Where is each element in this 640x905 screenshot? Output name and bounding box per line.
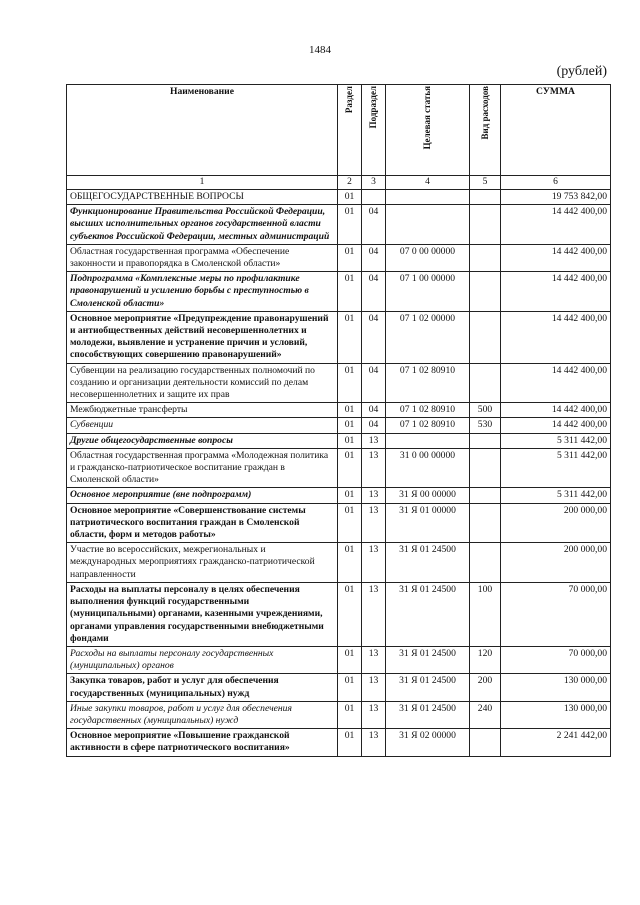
row-name: Расходы на выплаты персоналу государственных (муниципальных) органов [67, 646, 338, 673]
table-row [67, 646, 611, 673]
row-expense [470, 488, 501, 503]
row-target: 07 1 00 00000 [386, 272, 470, 312]
row-expense [470, 448, 501, 488]
row-name: Основное мероприятие «Повышение гражданской активности в сфере патриотического воспитания» [67, 729, 338, 756]
table-row [67, 403, 611, 418]
row-expense [470, 311, 501, 363]
row-expense: 120 [470, 646, 501, 673]
row-subsection: 13 [362, 433, 386, 448]
budget-table [66, 84, 611, 757]
row-section: 01 [338, 701, 362, 728]
table-row [67, 433, 611, 448]
row-section: 01 [338, 729, 362, 756]
row-sum: 70 000,00 [501, 646, 611, 673]
table-row [67, 543, 611, 583]
row-target: 07 0 00 00000 [386, 244, 470, 271]
row-sum: 70 000,00 [501, 582, 611, 646]
row-name: Функционирование Правительства Российской Федерации, высших исполнительных органов государственной власти субъектов Российской Федерации, местных администраций [67, 205, 338, 245]
table-row [67, 582, 611, 646]
row-sum: 130 000,00 [501, 701, 611, 728]
row-name: Расходы на выплаты персоналу в целях обеспечения выполнения функций государственными (муниципальными) органами, казенными учреждениями, органами управления государственными внебюджетными фондами [67, 582, 338, 646]
table-row [67, 674, 611, 701]
header-subsection-label: Подраздел [368, 86, 379, 129]
row-sum: 14 442 400,00 [501, 363, 611, 403]
row-sum: 5 311 442,00 [501, 488, 611, 503]
table-row [67, 448, 611, 488]
row-name: Межбюджетные трансферты [67, 403, 338, 418]
row-target: 31 Я 01 24500 [386, 582, 470, 646]
column-number: 5 [470, 176, 501, 190]
row-target: 31 Я 02 00000 [386, 729, 470, 756]
row-expense [470, 543, 501, 583]
row-subsection: 04 [362, 311, 386, 363]
row-section: 01 [338, 543, 362, 583]
table-row [67, 729, 611, 756]
row-name: Иные закупки товаров, работ и услуг для обеспечения государственных (муниципальных) нужд [67, 701, 338, 728]
header-name: Наименование [67, 85, 338, 176]
row-sum: 19 753 842,00 [501, 190, 611, 205]
row-expense [470, 272, 501, 312]
table-row [67, 363, 611, 403]
table-row [67, 190, 611, 205]
row-sum: 5 311 442,00 [501, 433, 611, 448]
row-expense [470, 363, 501, 403]
row-sum: 14 442 400,00 [501, 244, 611, 271]
row-expense [470, 433, 501, 448]
row-target [386, 433, 470, 448]
row-name: Участие во всероссийских, межрегиональных и международных мероприятиях гражданско-патриотической направленности [67, 543, 338, 583]
row-name: Закупка товаров, работ и услуг для обеспечения государственных (муниципальных) нужд [67, 674, 338, 701]
row-sum: 14 442 400,00 [501, 205, 611, 245]
row-name: Другие общегосударственные вопросы [67, 433, 338, 448]
header-expense [470, 85, 501, 176]
row-sum: 2 241 442,00 [501, 729, 611, 756]
header-target-label: Целевая статья [422, 86, 433, 150]
row-section: 01 [338, 488, 362, 503]
row-subsection: 04 [362, 418, 386, 433]
row-subsection: 04 [362, 403, 386, 418]
row-name: Субвенции [67, 418, 338, 433]
row-expense: 530 [470, 418, 501, 433]
row-subsection: 13 [362, 701, 386, 728]
row-subsection [362, 190, 386, 205]
row-expense [470, 244, 501, 271]
row-expense: 100 [470, 582, 501, 646]
table-row [67, 244, 611, 271]
row-expense [470, 729, 501, 756]
row-subsection: 13 [362, 582, 386, 646]
row-expense [470, 190, 501, 205]
row-section: 01 [338, 433, 362, 448]
units-label: (рублей) [556, 64, 607, 79]
row-expense [470, 205, 501, 245]
row-subsection: 13 [362, 448, 386, 488]
row-section: 01 [338, 403, 362, 418]
row-expense: 240 [470, 701, 501, 728]
row-name: Основное мероприятие (вне подпрограмм) [67, 488, 338, 503]
row-subsection: 13 [362, 503, 386, 543]
row-section: 01 [338, 418, 362, 433]
table-row [67, 311, 611, 363]
column-number: 3 [362, 176, 386, 190]
row-target: 07 1 02 80910 [386, 403, 470, 418]
row-sum: 130 000,00 [501, 674, 611, 701]
row-target: 07 1 02 00000 [386, 311, 470, 363]
row-target [386, 205, 470, 245]
column-number: 4 [386, 176, 470, 190]
row-target [386, 190, 470, 205]
row-name: Областная государственная программа «Молодежная политика и гражданско-патриотическое воспитание граждан в Смоленской области» [67, 448, 338, 488]
row-name: Областная государственная программа «Обеспечение законности и правопорядка в Смоленской области» [67, 244, 338, 271]
row-target: 31 Я 01 00000 [386, 503, 470, 543]
row-target: 07 1 02 80910 [386, 418, 470, 433]
row-subsection: 13 [362, 729, 386, 756]
row-sum: 14 442 400,00 [501, 403, 611, 418]
row-expense: 500 [470, 403, 501, 418]
row-target: 31 Я 00 00000 [386, 488, 470, 503]
row-section: 01 [338, 205, 362, 245]
table-row [67, 418, 611, 433]
row-name: Основное мероприятие «Совершенствование системы патриотического воспитания граждан в Смоленской области, форм и методов работы» [67, 503, 338, 543]
row-target: 31 Я 01 24500 [386, 701, 470, 728]
row-subsection: 13 [362, 646, 386, 673]
row-target: 31 Я 01 24500 [386, 646, 470, 673]
column-number: 6 [501, 176, 611, 190]
row-section: 01 [338, 190, 362, 205]
row-section: 01 [338, 582, 362, 646]
row-sum: 14 442 400,00 [501, 311, 611, 363]
row-name: ОБЩЕГОСУДАРСТВЕННЫЕ ВОПРОСЫ [67, 190, 338, 205]
column-number: 2 [338, 176, 362, 190]
row-section: 01 [338, 674, 362, 701]
page-number: 1484 [309, 44, 331, 56]
row-sum: 200 000,00 [501, 503, 611, 543]
row-target: 31 Я 01 24500 [386, 543, 470, 583]
column-number-row [67, 176, 611, 190]
row-sum: 200 000,00 [501, 543, 611, 583]
table-row [67, 205, 611, 245]
row-section: 01 [338, 363, 362, 403]
row-section: 01 [338, 646, 362, 673]
row-section: 01 [338, 503, 362, 543]
row-section: 01 [338, 448, 362, 488]
table-row [67, 503, 611, 543]
row-subsection: 04 [362, 272, 386, 312]
row-target: 07 1 02 80910 [386, 363, 470, 403]
row-target: 31 0 00 00000 [386, 448, 470, 488]
table-row [67, 701, 611, 728]
row-name: Подпрограмма «Комплексные меры по профилактике правонарушений и усилению борьбы с преступностью в Смоленской области» [67, 272, 338, 312]
row-expense: 200 [470, 674, 501, 701]
row-sum: 14 442 400,00 [501, 418, 611, 433]
row-subsection: 13 [362, 674, 386, 701]
row-section: 01 [338, 272, 362, 312]
header-row [67, 85, 611, 176]
row-subsection: 04 [362, 244, 386, 271]
row-subsection: 13 [362, 488, 386, 503]
column-number: 1 [67, 176, 338, 190]
header-expense-label: Вид расходов [479, 86, 490, 140]
row-name: Основное мероприятие «Предупреждение правонарушений и антиобщественных действий несовершеннолетних и молодежи, выявление и устранение причин и условий, способствующих совершению правонарушений» [67, 311, 338, 363]
header-subsection [362, 85, 386, 176]
row-expense [470, 503, 501, 543]
row-name: Субвенции на реализацию государственных полномочий по созданию и организации деятельности комиссий по делам несовершеннолетних и защите их прав [67, 363, 338, 403]
row-sum: 14 442 400,00 [501, 272, 611, 312]
table-row [67, 488, 611, 503]
row-subsection: 04 [362, 363, 386, 403]
header-section-label: Раздел [344, 86, 355, 114]
row-sum: 5 311 442,00 [501, 448, 611, 488]
row-section: 01 [338, 311, 362, 363]
row-target: 31 Я 01 24500 [386, 674, 470, 701]
header-sum: СУММА [501, 85, 611, 176]
header-target [386, 85, 470, 176]
header-section [338, 85, 362, 176]
table-row [67, 272, 611, 312]
row-section: 01 [338, 244, 362, 271]
row-subsection: 04 [362, 205, 386, 245]
row-subsection: 13 [362, 543, 386, 583]
